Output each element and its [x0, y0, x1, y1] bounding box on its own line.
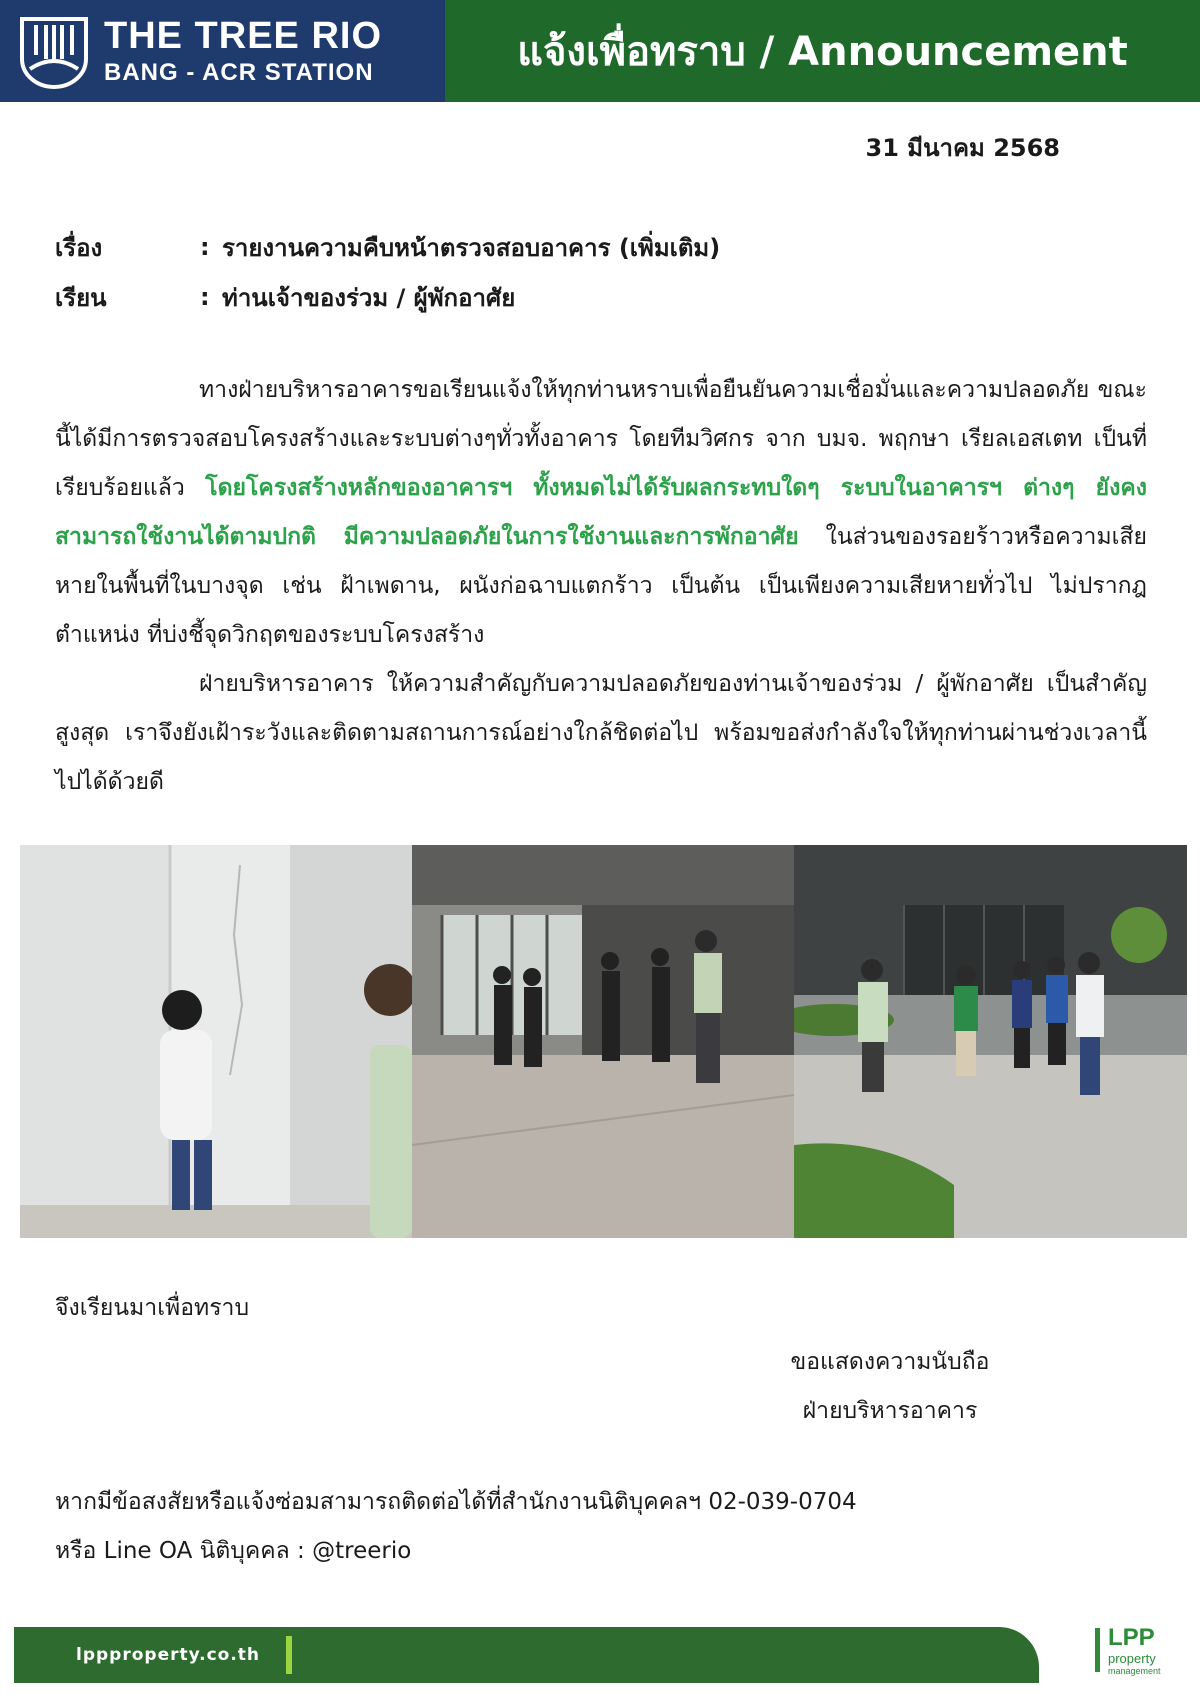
paragraph-1-highlight: โดยโครงสร้างหลักของอาคารฯ ทั้งหมดไม่ได้รับผลกระทบใดๆ ระบบในอาคารฯ ต่างๆ ยังคงสามารถใช้งานได้ตามปกติ มีความปลอดภัยในการใช้งานและการพักอาศัย: [55, 475, 1147, 550]
lpp-logo: [1095, 1626, 1185, 1680]
closing-text: จึงเรียนมาเพื่อทราบ: [55, 1295, 250, 1321]
brand-block: [0, 0, 445, 102]
lpp-logo-sub2: management: [1108, 1666, 1161, 1676]
paragraph-1-part2: ในส่วนของรอยร้าวหรือความเสียหายในพื้นที่ในบางจุด เช่น ฝ้าเพดาน, ผนังก่อฉาบแตกร้าว เป็นต้น เป็นเพียงความเสียหายทั่วไป ไม่ปรากฎตำแหน่ง ที่บ่งชี้จุดวิกฤตของระบบโครงสร้าง: [55, 524, 1147, 648]
body-text: [55, 366, 1147, 807]
header: [0, 0, 1200, 102]
photo-wall-crack-inspection: [20, 845, 412, 1238]
brand-subtitle: BANG - ACR STATION: [104, 59, 374, 86]
subject-label: เรื่อง: [55, 233, 103, 262]
tree-logo-icon: [16, 13, 92, 89]
subject-row: [55, 222, 720, 272]
recipient-colon: :: [200, 283, 210, 311]
paragraph-1-part1: ทางฝ่ายบริหารอาคารขอเรียนแจ้งให้ทุกท่านหราบเพื่อยืนยันความเชื่อมั่นและความปลอดภัย ขณะนี้ได้มีการตรวจสอบโครงสร้างและระบบต่างๆทั่วทั้งอาคาร โดยทีมวิศกร จาก บมจ. พฤกษา เรียลเอสเตท เป็นที่เรียบร้อยแล้ว: [55, 377, 1147, 501]
photo-strip: [20, 845, 1187, 1238]
recipient-value: ท่านเจ้าของร่วม / ผู้พักอาศัย: [222, 283, 516, 312]
contact-phone-line: หากมีข้อสงสัยหรือแจ้งซ่อมสามารถติดต่อได้ที่สำนักงานนิติบุคคลฯ 02-039-0704: [55, 1489, 857, 1515]
lpp-logo-bar: [1095, 1628, 1100, 1672]
photo-lobby-inspection: [412, 845, 794, 1238]
regards-block: [780, 1338, 1000, 1436]
recipient-label: เรียน: [55, 283, 107, 312]
paragraph-2: ฝ่ายบริหารอาคาร ให้ความสำคัญกับความปลอดภัยของท่านเจ้าของร่วม / ผู้พักอาศัย เป็นสำคัญสูงสุด เราจึงยังเฝ้าระวังและติดตามสถานการณ์อย่างใกล้ชิดต่อไป พร้อมขอส่งกำลังใจให้ทุกท่านผ่านช่วงเวลานี้ไปได้ด้วยดี: [55, 671, 1147, 795]
signatory: ฝ่ายบริหารอาคาร: [802, 1398, 978, 1424]
contact-line-oa: หรือ Line OA นิติบุคคล : @treerio: [55, 1538, 412, 1564]
contact-block: [55, 1478, 857, 1576]
recipient-row: [55, 272, 720, 322]
regards-line: ขอแสดงความนับถือ: [790, 1349, 990, 1375]
brand-name: THE TREE RIO: [104, 15, 383, 57]
footer-bar: [14, 1627, 1039, 1683]
lpp-logo-sub: property: [1108, 1651, 1156, 1666]
brand-text: [104, 17, 382, 85]
footer-accent-bar: [286, 1636, 292, 1674]
subject-value: รายงานความคืบหน้าตรวจสอบอาคาร (เพิ่มเติม): [222, 233, 721, 262]
lpp-logo-name: LPP: [1108, 1624, 1155, 1651]
subject-colon: :: [200, 233, 210, 261]
page-title: แจ้งเพื่อทราบ / Announcement: [517, 29, 1128, 75]
title-bar: [445, 0, 1200, 102]
footer-website-link[interactable]: lppproperty.co.th: [76, 1645, 261, 1665]
paragraph-1: [55, 366, 1147, 660]
meta-block: [55, 222, 720, 322]
announcement-date: 31 มีนาคม 2568: [865, 134, 1060, 162]
photo-outdoor-inspection: [794, 845, 1187, 1238]
